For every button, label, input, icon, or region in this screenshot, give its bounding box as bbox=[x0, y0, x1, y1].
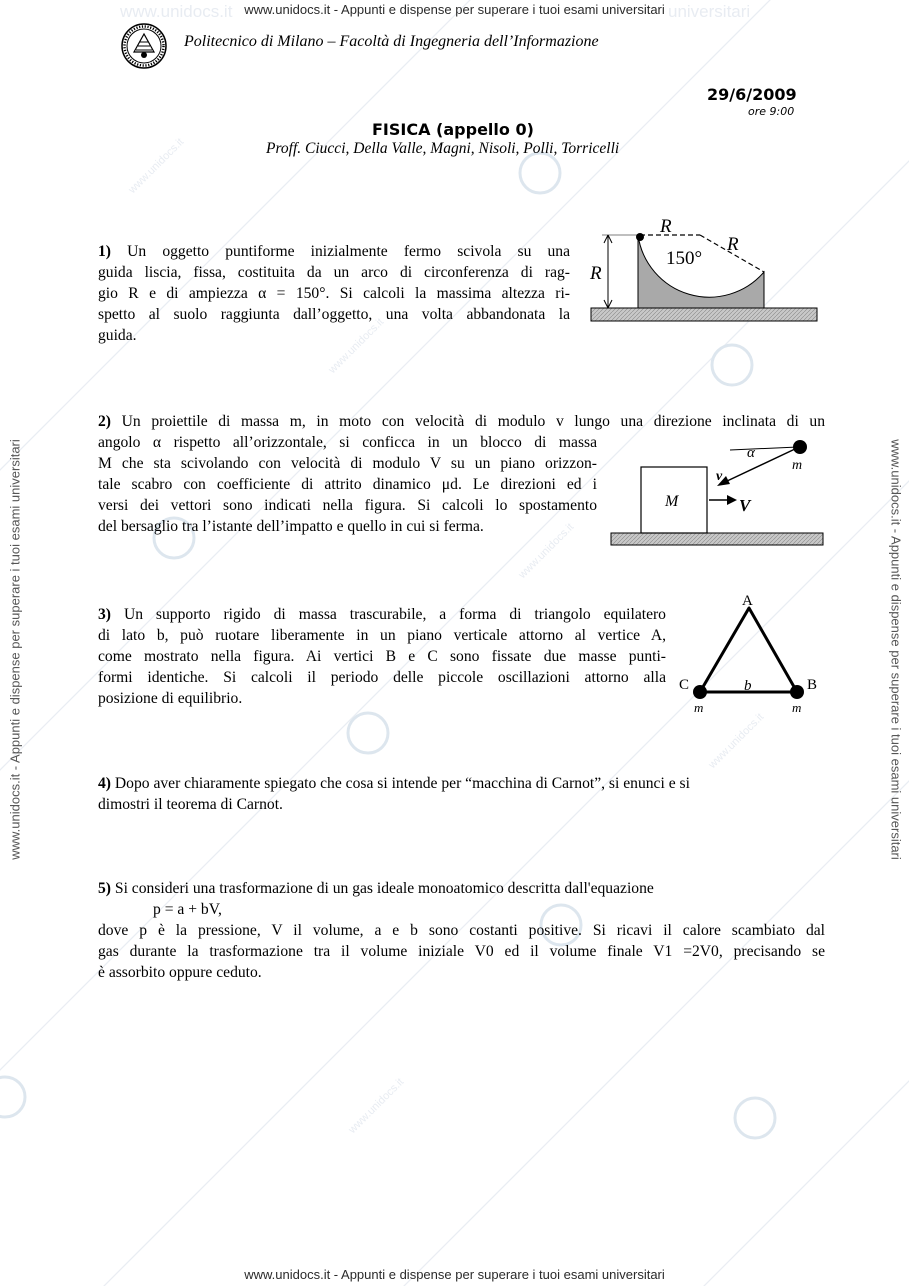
problem-2-line-2: angolo α rispetto all’orizzontale, si conficca in un blocco di massa bbox=[98, 434, 597, 451]
problem-2-figure bbox=[605, 432, 825, 552]
exam-title: FISICA (appello 0) bbox=[372, 120, 534, 139]
problem-2 bbox=[98, 432, 597, 537]
ghost-watermark-diag-4: www.unidocs.it bbox=[346, 1076, 407, 1136]
mass-c bbox=[693, 685, 707, 699]
problem-1-figure bbox=[580, 212, 830, 327]
problem-5-number: 5) bbox=[98, 880, 111, 897]
fig3-vertex-c: C bbox=[679, 677, 690, 693]
fig2-V-label: V bbox=[739, 496, 751, 515]
problem-1-line-4: spetto al suolo raggiunta dall’oggetto, una volta abbandonata la bbox=[98, 306, 570, 323]
exam-date: 29/6/2009 bbox=[707, 85, 797, 104]
problem-2-number: 2) bbox=[98, 413, 111, 430]
fig1-r-side: R bbox=[727, 234, 739, 255]
problem-3-line-2: di lato b, può ruotare liberamente in un piano verticale attorno al vertice A, bbox=[98, 627, 666, 644]
ghost-watermark-diag-3: www.unidocs.it bbox=[706, 711, 767, 771]
problem-3-line-5: posizione di equilibrio. bbox=[98, 690, 243, 707]
ghost-watermark-diag-1: www.unidocs.it bbox=[326, 316, 387, 376]
fig2-block-label: M bbox=[665, 493, 679, 510]
problem-4 bbox=[98, 773, 825, 815]
fig1-r-top: R bbox=[660, 216, 672, 237]
velocity-V-arrow bbox=[727, 495, 737, 505]
problem-4-line-2: dimostri il teorema di Carnot. bbox=[98, 796, 283, 813]
watermark-top: www.unidocs.it - Appunti e dispense per superare i tuoi esami universitari bbox=[244, 2, 665, 17]
fig3-side-b: b bbox=[744, 678, 752, 694]
problem-3 bbox=[98, 604, 666, 709]
institution-name: Politecnico di Milano – Facoltà di Ingegneria dell’Informazione bbox=[184, 33, 599, 50]
problem-1-line-5: guida. bbox=[98, 327, 137, 344]
ghost-watermark-top: www.unidocs.it bbox=[120, 2, 233, 21]
problem-3-line-1: Un supporto rigido di massa trascurabile, a forma di triangolo equilatero bbox=[123, 606, 666, 623]
fig3-m-right: m bbox=[792, 700, 802, 715]
problem-4-line-1: Dopo aver chiaramente spiegato che cosa si intende per “macchina di Carnot”, si enunci e si bbox=[114, 775, 690, 792]
fig1-angle: 150° bbox=[666, 248, 703, 269]
fig3-m-left: m bbox=[694, 700, 704, 715]
problem-5-line-1: Si consideri una trasformazione di un gas ideale monoatomico descritta dall'equazione bbox=[114, 880, 654, 897]
problem-1-number: 1) bbox=[98, 243, 111, 260]
ghost-watermark-diag-5: www.unidocs.it bbox=[126, 136, 187, 196]
problem-1-line-3: gio R e di ampiezza α = 150°. Si calcoli la massima altezza ri- bbox=[98, 285, 570, 302]
circular-guide bbox=[638, 235, 764, 308]
problem-3-line-3: come mostrato nella figura. Ai vertici B e C sono fissate due masse punti- bbox=[98, 648, 666, 665]
fig3-vertex-b: B bbox=[807, 677, 818, 693]
problem-2-line-3: M che sta scivolando con velocità di modulo V su un piano orizzon- bbox=[98, 455, 597, 472]
watermark-side-left: www.unidocs.it - Appunti e dispense per superare i tuoi esami universitari bbox=[7, 439, 23, 860]
problem-3-figure bbox=[675, 588, 825, 720]
fig3-vertex-a: A bbox=[742, 593, 753, 609]
ground bbox=[591, 308, 817, 321]
problem-2-line-4: tale scabro con coefficiente di attrito dinamico μd. Le direzioni ed i bbox=[98, 476, 597, 493]
exam-time: ore 9:00 bbox=[748, 105, 795, 118]
problem-3-line-4: formi identiche. Si calcoli il periodo delle piccole oscillazioni attorno alla bbox=[98, 669, 666, 686]
ghost-watermark-diag-2: www.unidocs.it bbox=[516, 521, 577, 581]
problem-1-line-1: Un oggetto puntiforme inizialmente fermo scivola su una bbox=[127, 243, 571, 260]
fig2-m-label: m bbox=[792, 458, 803, 473]
problem-2-line-5: versi dei vettori sono indicati nella figura. Si calcoli lo spostamento bbox=[98, 497, 597, 514]
professors: Proff. Ciucci, Della Valle, Magni, Nisoli, Polli, Torricelli bbox=[266, 140, 620, 157]
problem-5-line-5: è assorbito oppure ceduto. bbox=[98, 964, 262, 981]
problem-3-number: 3) bbox=[98, 606, 111, 623]
point-object bbox=[636, 233, 644, 241]
problem-5-line-4: gas durante la trasformazione tra il volume iniziale V0 ed il volume finale V1 =2V0, precisando se bbox=[98, 943, 825, 960]
fig2-alpha: α bbox=[747, 445, 755, 461]
problem-2-line-6: del bersaglio tra l’istante dell’impatto e quello in cui si ferma. bbox=[98, 518, 484, 535]
problem-5-line-3: dove p è la pressione, V il volume, a e b sono costanti positive. Si ricavi il calore scambiato dal bbox=[98, 922, 825, 939]
problem-4-number: 4) bbox=[98, 775, 111, 792]
fig2-v-label: v bbox=[716, 469, 723, 484]
mass-b bbox=[790, 685, 804, 699]
problem-2-line-1: Un proiettile di massa m, in moto con velocità di modulo v lungo una direzione inclinata di un bbox=[121, 413, 825, 430]
problem-1-line-2: guida liscia, fissa, costituita da un arco di circonferenza di rag- bbox=[98, 264, 570, 281]
university-seal-icon bbox=[120, 22, 168, 70]
problem-1 bbox=[98, 241, 570, 346]
fig1-r-left: R bbox=[590, 263, 602, 284]
watermark-side-right: www.unidocs.it - Appunti e dispense per superare i tuoi esami universitari bbox=[888, 439, 904, 860]
watermark-bottom: www.unidocs.it - Appunti e dispense per superare i tuoi esami universitari bbox=[244, 1267, 665, 1282]
ghost-watermark-right: universitari bbox=[668, 2, 751, 21]
problem-5-equation: p = a + bV, bbox=[153, 901, 222, 918]
floor bbox=[611, 533, 823, 545]
problem-5 bbox=[98, 878, 825, 983]
problem-2-first-line bbox=[98, 411, 825, 432]
